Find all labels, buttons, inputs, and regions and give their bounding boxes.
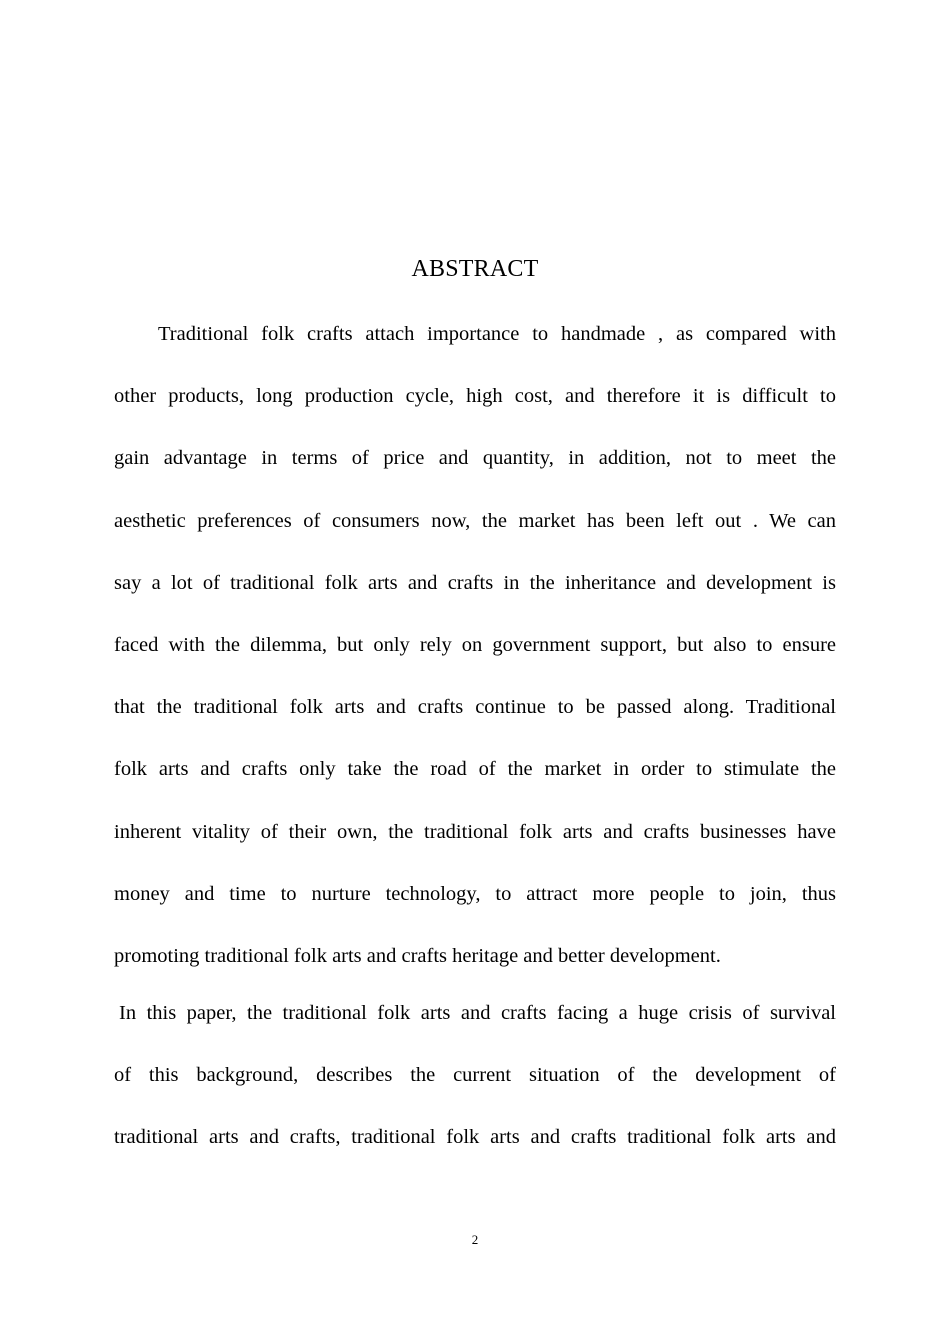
paragraph-line: Traditional folk crafts attach importance to handmade , as compared with <box>158 323 836 345</box>
paragraph-line: that the traditional folk arts and crafts continue to be passed along. Traditional <box>114 696 836 719</box>
paragraph-line: money and time to nurture technology, to attract more people to join, thus <box>114 882 836 905</box>
page-number: 2 <box>471 1232 479 1247</box>
paragraph-line: of this background, describes the current situation of the development of <box>114 1064 836 1087</box>
abstract-paragraph-1 <box>114 321 836 1005</box>
paragraph-line: faced with the dilemma, but only rely on government support, but also to ensure <box>114 633 836 656</box>
paragraph-line: In this paper, the traditional folk arts and crafts facing a huge crisis of survival <box>119 1002 836 1024</box>
paragraph-line: inherent vitality of their own, the traditional folk arts and crafts businesses have <box>114 820 836 843</box>
paragraph-line: gain advantage in terms of price and quantity, in addition, not to meet the <box>114 447 836 470</box>
paragraph-line: say a lot of traditional folk arts and crafts in the inheritance and development is <box>114 571 836 594</box>
paragraph-line: folk arts and crafts only take the road of the market in order to stimulate the <box>114 758 836 781</box>
paragraph-line: other products, long production cycle, high cost, and therefore it is difficult to <box>114 385 836 408</box>
abstract-title: ABSTRACT <box>411 256 539 282</box>
paragraph-line: promoting traditional folk arts and crafts heritage and better development. <box>114 944 721 967</box>
paragraph-line: traditional arts and crafts, traditional folk arts and crafts traditional folk arts and <box>114 1126 836 1149</box>
abstract-paragraph-2 <box>114 1000 836 1187</box>
paragraph-line: aesthetic preferences of consumers now, the market has been left out . We can <box>114 509 836 532</box>
